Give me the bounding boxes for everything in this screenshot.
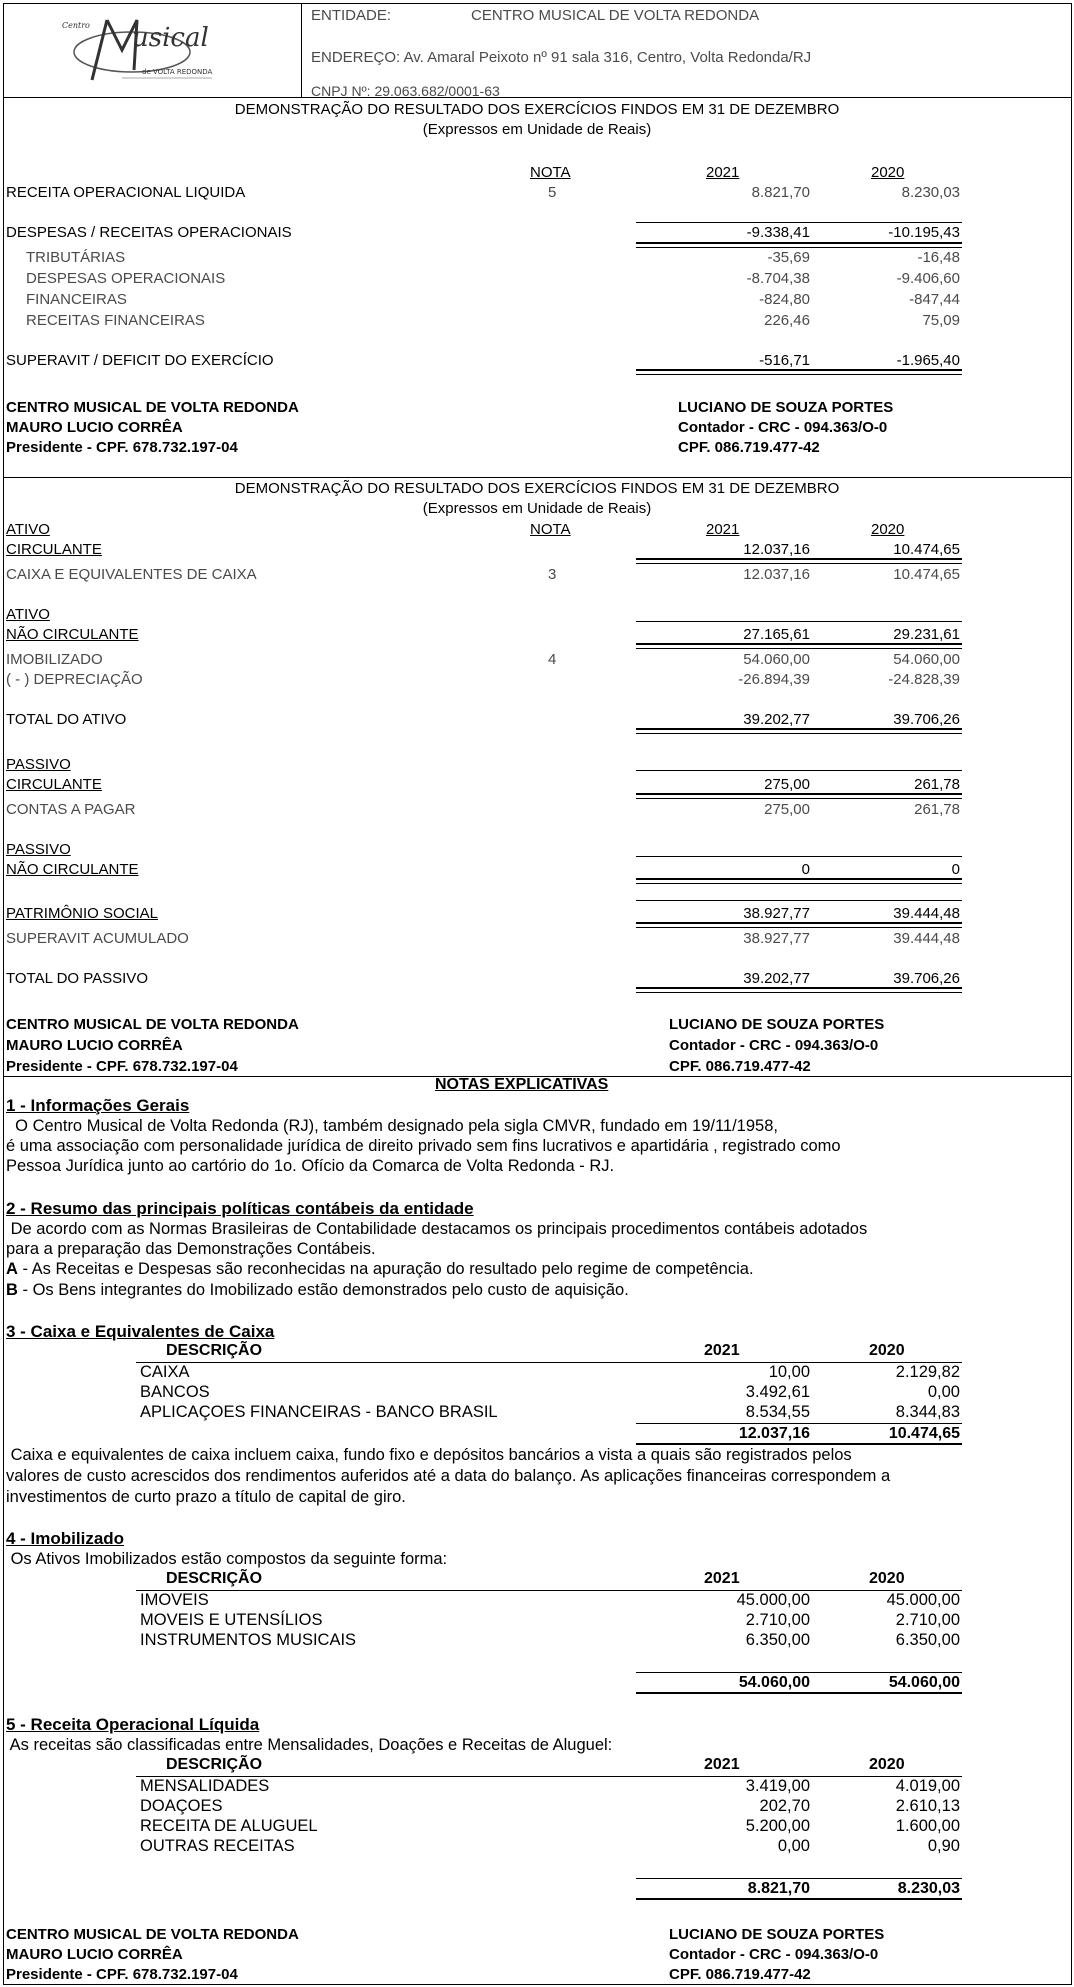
n3-line: investimentos de curto prazo a título de capital de giro. (6, 1488, 406, 1506)
address: ENDEREÇO: Av. Amaral Peixoto nº 91 sala 316, Centro, Volta Redonda/RJ (311, 49, 812, 66)
n5-row-desc: DOAÇOES (140, 1797, 223, 1815)
notas-sign-left-1: MAURO LUCIO CORRÊA (6, 1946, 183, 1963)
n5-intro: As receitas são classificadas entre Mensalidades, Doações e Receitas de Aluguel: (6, 1736, 613, 1754)
n3-total-rule (636, 1423, 962, 1424)
dre-sub-2020: 75,09 (922, 312, 960, 329)
dre-superavit-2021: -516,71 (759, 352, 810, 369)
entity-label: ENTIDADE: (311, 7, 392, 24)
n3-row-2021: 8.534,55 (745, 1403, 810, 1421)
n5-row-desc: OUTRAS RECEITAS (140, 1837, 295, 1855)
n5-total-rule-2 (636, 1898, 962, 1900)
n3-head-rule (136, 1362, 962, 1363)
n2-b-text: - Os Bens integrantes do Imobilizado estão demonstrados pelo custo de aquisição. (17, 1281, 629, 1299)
bal-contas-2020: 261,78 (914, 801, 960, 818)
dre-sub-2021: 226,46 (764, 312, 810, 329)
dre-sub-2021: -8.704,38 (746, 270, 810, 287)
bal-caixa-2021: 12.037,16 (743, 566, 810, 583)
bal-ativo: ATIVO (6, 521, 50, 538)
dre-sub-label: DESPESAS OPERACIONAIS (26, 270, 226, 287)
n4-head-rule (136, 1590, 962, 1591)
bal-sign-left-0: CENTRO MUSICAL DE VOLTA REDONDA (6, 1016, 299, 1033)
dre-col-2021: 2021 (706, 164, 740, 181)
notas-sign-right-1: Contador - CRC - 094.363/O-0 (669, 1946, 879, 1963)
bal-imob-2020: 54.060,00 (893, 651, 960, 668)
bal-pnc-rule-2 (636, 883, 962, 884)
bal-pc-rule-top (636, 770, 962, 771)
n4-row-2020: 45.000,00 (886, 1591, 960, 1609)
logo-graphic (62, 10, 232, 92)
n3-row-2021: 3.492,61 (745, 1383, 810, 1401)
bal-pc-rule (636, 793, 962, 795)
bal-sign-right-1: Contador - CRC - 094.363/O-0 (669, 1037, 879, 1054)
bal-sign-left-2: Presidente - CPF. 678.732.197-04 (6, 1058, 238, 1075)
n4-head-desc: DESCRIÇÃO (166, 1570, 263, 1587)
dre-despesas-rule (636, 222, 962, 223)
bal-circulante-label: CIRCULANTE (6, 541, 102, 558)
dre-sub-label: TRIBUTÁRIAS (26, 249, 126, 266)
n5-title: 5 - Receita Operacional Líquida (6, 1715, 260, 1734)
n3-title: 3 - Caixa e Equivalentes de Caixa (6, 1322, 275, 1341)
n3-line: Caixa e equivalentes de caixa incluem caixa, fundo fixo e depósitos bancários a vista a quais são registrados pelos (6, 1446, 852, 1464)
frame-bottom (3, 1984, 1072, 1985)
bal-ativo-2: ATIVO (6, 606, 50, 623)
n4-row-desc: IMOVEIS (140, 1591, 209, 1609)
n4-head-2021: 2021 (704, 1570, 740, 1587)
bal-total-ativo-label: TOTAL DO ATIVO (6, 711, 127, 728)
svg-text:de VOLTA REDONDA: de VOLTA REDONDA (142, 68, 213, 76)
section-divider-1 (3, 477, 1072, 478)
n3-row-2020: 8.344,83 (895, 1403, 960, 1421)
n4-row-2020: 6.350,00 (895, 1631, 960, 1649)
bal-pnc-2020: 0 (951, 861, 960, 878)
bal-imob-label: IMOBILIZADO (6, 651, 103, 668)
dre-despesas-rule-3 (636, 247, 962, 248)
dre-subtitle: (Expressos em Unidade de Reais) (422, 121, 652, 138)
n3-total-2020: 10.474,65 (888, 1425, 960, 1442)
bal-pnc-rule (636, 878, 962, 880)
header-logo-divider (301, 3, 302, 97)
notas-sign-left-0: CENTRO MUSICAL DE VOLTA REDONDA (6, 1926, 299, 1943)
bal-total-ativo-2021: 39.202,77 (743, 711, 810, 728)
dre-superavit-label: SUPERAVIT / DEFICIT DO EXERCÍCIO (6, 352, 274, 369)
bal-patr-label: PATRIMÔNIO SOCIAL (6, 905, 158, 922)
n5-row-desc: MENSALIDADES (140, 1777, 270, 1795)
bal-pnc-2021: 0 (801, 861, 810, 878)
bal-passivo: PASSIVO (6, 756, 71, 773)
notas-sign-right-0: LUCIANO DE SOUZA PORTES (669, 1926, 885, 1943)
bal-col-2021: 2021 (706, 521, 740, 538)
bal-imob-2021: 54.060,00 (743, 651, 810, 668)
n2-a-text: - As Receitas e Despesas são reconhecidas na apuração do resultado pelo regime de competência. (17, 1260, 754, 1278)
dre-sub-2020: -847,44 (909, 291, 960, 308)
n3-row-desc: CAIXA (140, 1363, 190, 1381)
bal-nc-label: NÃO CIRCULANTE (6, 626, 139, 643)
bal-total-passivo-2021: 39.202,77 (743, 970, 810, 987)
n5-row-2020: 0,90 (927, 1837, 960, 1855)
dre-receita-2020: 8.230,03 (901, 184, 960, 201)
dre-despesas-2020: -10.195,43 (888, 224, 960, 241)
dre-despesas-rule-2 (636, 242, 962, 244)
bal-circulante-2021: 12.037,16 (743, 541, 810, 558)
notas-sign-right-2: CPF. 086.719.477-42 (669, 1966, 811, 1983)
logo (62, 10, 232, 92)
n5-row-2020: 4.019,00 (895, 1777, 960, 1795)
n3-total-rule-2 (636, 1443, 962, 1445)
n2-title: 2 - Resumo das principais políticas contábeis da entidade (6, 1199, 474, 1218)
bal-total-passivo-label: TOTAL DO PASSIVO (6, 970, 148, 987)
bal-subtitle: (Expressos em Unidade de Reais) (422, 500, 652, 517)
dre-sign-right-1: Contador - CRC - 094.363/O-0 (678, 419, 888, 436)
dre-sub-2021: -35,69 (767, 249, 810, 266)
n5-row-2020: 2.610,13 (895, 1797, 960, 1815)
bal-contas-2021: 275,00 (764, 801, 810, 818)
bal-total-ativo-rule-2 (636, 733, 962, 734)
n5-total-rule (636, 1878, 962, 1879)
n1-line: é uma associação com personalidade jurídica de direito privado sem fins lucrativos e apartidária , registrado como (6, 1137, 841, 1155)
bal-passivo-2: PASSIVO (6, 841, 71, 858)
n4-row-2020: 2.710,00 (895, 1611, 960, 1629)
bal-pc-2021: 275,00 (764, 776, 810, 793)
bal-contas-label: CONTAS A PAGAR (6, 801, 136, 818)
n4-total-rule-2 (636, 1692, 962, 1694)
n5-head-2021: 2021 (704, 1756, 740, 1773)
bal-patr-2021: 38.927,77 (743, 905, 810, 922)
bal-nc-rule (636, 643, 962, 645)
bal-sign-left-1: MAURO LUCIO CORRÊA (6, 1037, 183, 1054)
dre-sign-left-2: Presidente - CPF. 678.732.197-04 (6, 439, 238, 456)
n5-row-desc: RECEITA DE ALUGUEL (140, 1817, 318, 1835)
n1-title: 1 - Informações Gerais (6, 1096, 190, 1115)
n4-total-2020: 54.060,00 (888, 1674, 960, 1691)
n1-line: O Centro Musical de Volta Redonda (RJ), também designado pela sigla CMVR, fundado em 19/11/1958, (6, 1117, 778, 1135)
bal-nc-2021: 27.165,61 (743, 626, 810, 643)
bal-title: DEMONSTRAÇÃO DO RESULTADO DOS EXERCÍCIOS FINDOS EM 31 DE DEZEMBRO (234, 480, 840, 497)
dre-sub-label: FINANCEIRAS (26, 291, 127, 308)
bal-imob-nota: 4 (548, 651, 557, 668)
n4-intro: Os Ativos Imobilizados estão compostos da seguinte forma: (6, 1550, 448, 1568)
bal-depr-2020: -24.828,39 (888, 671, 960, 688)
bal-patr-rule-top (636, 900, 962, 901)
bal-total-ativo-rule (636, 728, 962, 730)
entity-name: CENTRO MUSICAL DE VOLTA REDONDA (471, 7, 760, 24)
n3-row-2021: 10,00 (768, 1363, 810, 1381)
notas-title: NOTAS EXPLICATIVAS (435, 1076, 609, 1093)
n3-head-desc: DESCRIÇÃO (166, 1342, 263, 1359)
n3-head-2021: 2021 (704, 1342, 740, 1359)
dre-col-nota: NOTA (530, 164, 571, 181)
bal-depr-label: ( - ) DEPRECIAÇÃO (6, 671, 143, 688)
bal-col-nota: NOTA (530, 521, 571, 538)
n5-row-2021: 0,00 (777, 1837, 810, 1855)
bal-supac-label: SUPERAVIT ACUMULADO (6, 930, 189, 947)
dre-sub-2021: -824,80 (759, 291, 810, 308)
n5-head-desc: DESCRIÇÃO (166, 1756, 263, 1773)
dre-sign-left-0: CENTRO MUSICAL DE VOLTA REDONDA (6, 399, 299, 416)
bal-pnc-rule-top (636, 856, 962, 857)
bal-caixa-2020: 10.474,65 (893, 566, 960, 583)
bal-total-passivo-rule (636, 987, 962, 989)
bal-pc-rule-2 (636, 798, 962, 799)
header-divider (3, 97, 1072, 98)
n2-line: De acordo com as Normas Brasileiras de Contabilidade destacamos os principais procedimentos contábeis adotados (6, 1220, 868, 1238)
n4-row-2021: 6.350,00 (745, 1631, 810, 1649)
n4-head-2020: 2020 (869, 1570, 905, 1587)
n4-total-2021: 54.060,00 (738, 1674, 810, 1691)
n3-row-desc: BANCOS (140, 1383, 210, 1401)
bal-pc-2020: 261,78 (914, 776, 960, 793)
bal-total-passivo-2020: 39.706,26 (893, 970, 960, 987)
dre-col-2020: 2020 (871, 164, 905, 181)
dre-sign-right-2: CPF. 086.719.477-42 (678, 439, 820, 456)
bal-total-ativo-2020: 39.706,26 (893, 711, 960, 728)
cnpj: CNPJ Nº: 29.063.682/0001-63 (311, 83, 500, 99)
dre-superavit-2020: -1.965,40 (896, 352, 960, 369)
n4-total-rule (636, 1672, 962, 1673)
bal-supac-2020: 39.444,48 (893, 930, 960, 947)
bal-total-passivo-rule-2 (636, 992, 962, 993)
dre-title: DEMONSTRAÇÃO DO RESULTADO DOS EXERCÍCIOS FINDOS EM 31 DE DEZEMBRO (234, 101, 840, 118)
n4-row-desc: INSTRUMENTOS MUSICAIS (140, 1631, 357, 1649)
n5-total-2021: 8.821,70 (747, 1880, 810, 1897)
frame-left (3, 3, 4, 1984)
notas-sign-left-2: Presidente - CPF. 678.732.197-04 (6, 1966, 238, 1983)
n3-total-2021: 12.037,16 (738, 1425, 810, 1442)
dre-despesas-label: DESPESAS / RECEITAS OPERACIONAIS (6, 224, 292, 241)
bal-patr-rule (636, 922, 962, 924)
dre-superavit-rule (636, 369, 962, 371)
bal-depr-2021: -26.894,39 (738, 671, 810, 688)
n3-head-2020: 2020 (869, 1342, 905, 1359)
n5-row-2020: 1.600,00 (895, 1817, 960, 1835)
dre-sub-2020: -9.406,60 (896, 270, 960, 287)
n5-head-2020: 2020 (869, 1756, 905, 1773)
bal-sign-right-2: CPF. 086.719.477-42 (669, 1058, 811, 1075)
bal-col-2020: 2020 (871, 521, 905, 538)
bal-patr-rule-2 (636, 927, 962, 928)
n2-b-letter: B (6, 1281, 18, 1299)
bal-sign-right-0: LUCIANO DE SOUZA PORTES (669, 1016, 885, 1033)
frame-top (3, 3, 1072, 4)
bal-caixa-nota: 3 (548, 566, 557, 583)
dre-receita-nota: 5 (548, 184, 557, 201)
n4-row-2021: 45.000,00 (736, 1591, 810, 1609)
bal-nc-rule-2 (636, 648, 962, 649)
n3-row-2020: 0,00 (927, 1383, 960, 1401)
bal-patr-2020: 39.444,48 (893, 905, 960, 922)
bal-nc-2020: 29.231,61 (893, 626, 960, 643)
bal-nc-rule-top (636, 621, 962, 622)
bal-circulante-rule-2 (636, 563, 962, 564)
bal-circulante-rule (636, 558, 962, 560)
dre-receita-label: RECEITA OPERACIONAL LIQUIDA (6, 184, 246, 201)
n4-row-desc: MOVEIS E UTENSÍLIOS (140, 1611, 323, 1629)
n5-row-2021: 5.200,00 (745, 1817, 810, 1835)
n5-total-2020: 8.230,03 (897, 1880, 960, 1897)
n5-row-2021: 3.419,00 (745, 1777, 810, 1795)
frame-right (1071, 3, 1072, 1984)
n3-line: valores de custo acrescidos dos rendimentos auferidos até a data do balanço. As aplicações financeiras correspondem a (6, 1467, 891, 1485)
dre-sign-right-0: LUCIANO DE SOUZA PORTES (678, 399, 894, 416)
n4-row-2021: 2.710,00 (745, 1611, 810, 1629)
dre-despesas-2021: -9.338,41 (746, 224, 810, 241)
n2-b (6, 1282, 629, 1299)
n1-line: Pessoa Jurídica junto ao cartório do 1o. Ofício da Comarca de Volta Redonda - RJ. (6, 1157, 615, 1175)
dre-superavit-rule-2 (636, 374, 962, 375)
n2-line: para a preparação das Demonstrações Contábeis. (6, 1240, 376, 1258)
dre-receita-2021: 8.821,70 (751, 184, 810, 201)
bal-caixa-label: CAIXA E EQUIVALENTES DE CAIXA (6, 566, 257, 583)
n3-row-2020: 2.129,82 (895, 1363, 960, 1381)
n5-row-2021: 202,70 (759, 1797, 810, 1815)
n4-title: 4 - Imobilizado (6, 1529, 125, 1548)
bal-circulante-2020: 10.474,65 (893, 541, 960, 558)
n2-a (6, 1261, 754, 1278)
bal-pnc-label: NÃO CIRCULANTE (6, 861, 139, 878)
bal-supac-2021: 38.927,77 (743, 930, 810, 947)
dre-sub-label: RECEITAS FINANCEIRAS (26, 312, 205, 329)
dre-sign-left-1: MAURO LUCIO CORRÊA (6, 419, 183, 436)
dre-sub-2020: -16,48 (917, 249, 960, 266)
svg-text:Centro: Centro (62, 21, 90, 30)
bal-pc-label: CIRCULANTE (6, 776, 102, 793)
n2-a-letter: A (6, 1260, 18, 1278)
svg-text:usical: usical (132, 23, 209, 53)
n3-row-desc: APLICAÇOES FINANCEIRAS - BANCO BRASIL (140, 1403, 498, 1421)
